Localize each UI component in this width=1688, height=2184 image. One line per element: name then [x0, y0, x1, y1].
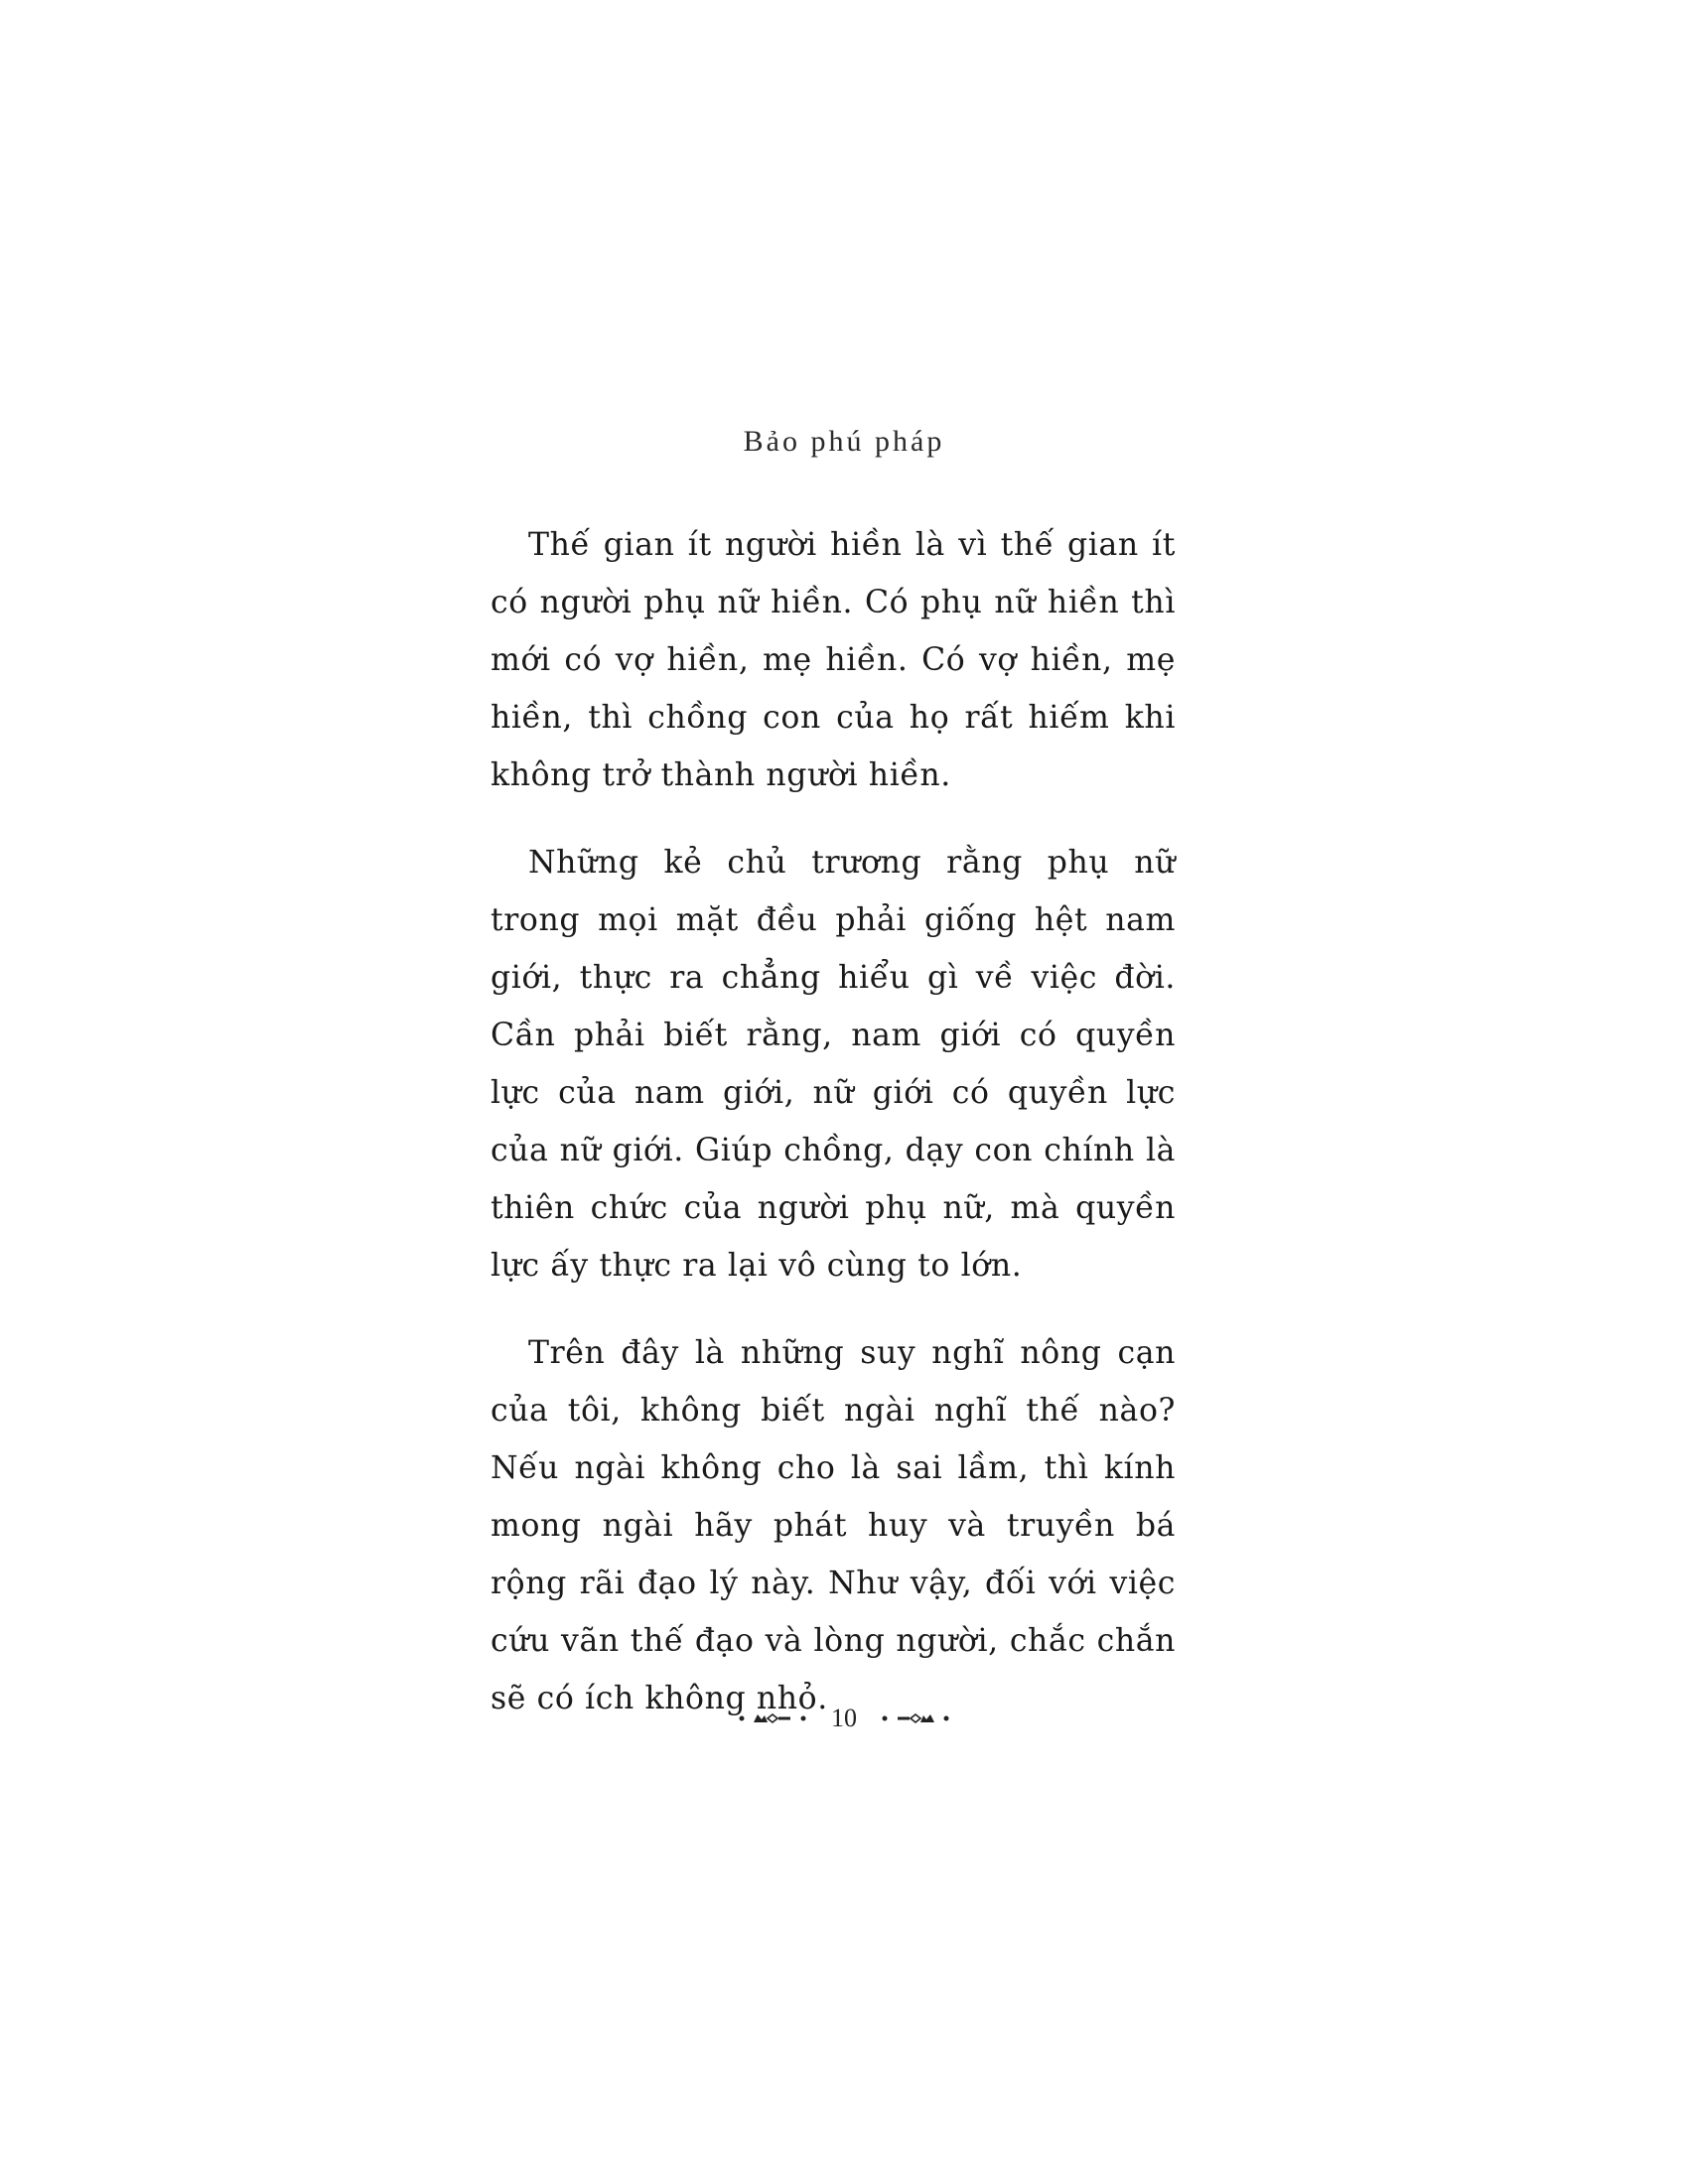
paragraph-3: Trên đây là những suy nghĩ nông cạn của tôi, không biết ngài nghĩ thế nào? Nếu ngài không cho là sai lầm, thì kính mong ngài hãy phát huy và truyền bá rộng rãi đạo lý này. Như vậy, đối với việc cứu vãn thế đạo và lòng người, chắc chắn sẽ có ích không nhỏ.	[491, 1335, 1176, 1716]
left-ornament-icon	[738, 1710, 809, 1726]
paragraph-2: Những kẻ chủ trương rằng phụ nữ trong mọi mặt đều phải giống hệt nam giới, thực ra chẳng hiểu gì về việc đời. Cần phải biết rằng, nam giới có quyền lực của nam giới, nữ giới có quyền lực của nữ giới. Giúp chồng, dạy con chính là thiên chức của người phụ nữ, mà quyền lực ấy thực ra lại vô cùng to lớn.	[491, 845, 1176, 1284]
body-text	[491, 516, 1176, 1757]
right-ornament-icon	[879, 1710, 950, 1726]
paragraph-1: Thế gian ít người hiền là vì thế gian ít có người phụ nữ hiền. Có phụ nữ hiền thì mới có vợ hiền, mẹ hiền. Có vợ hiền, mẹ hiền, thì chồng con của họ rất hiếm khi không trở thành người hiền.	[491, 527, 1176, 793]
page-footer	[0, 1704, 1688, 1733]
running-header: Bảo phú pháp	[743, 425, 945, 458]
page-number: 10	[831, 1704, 857, 1732]
